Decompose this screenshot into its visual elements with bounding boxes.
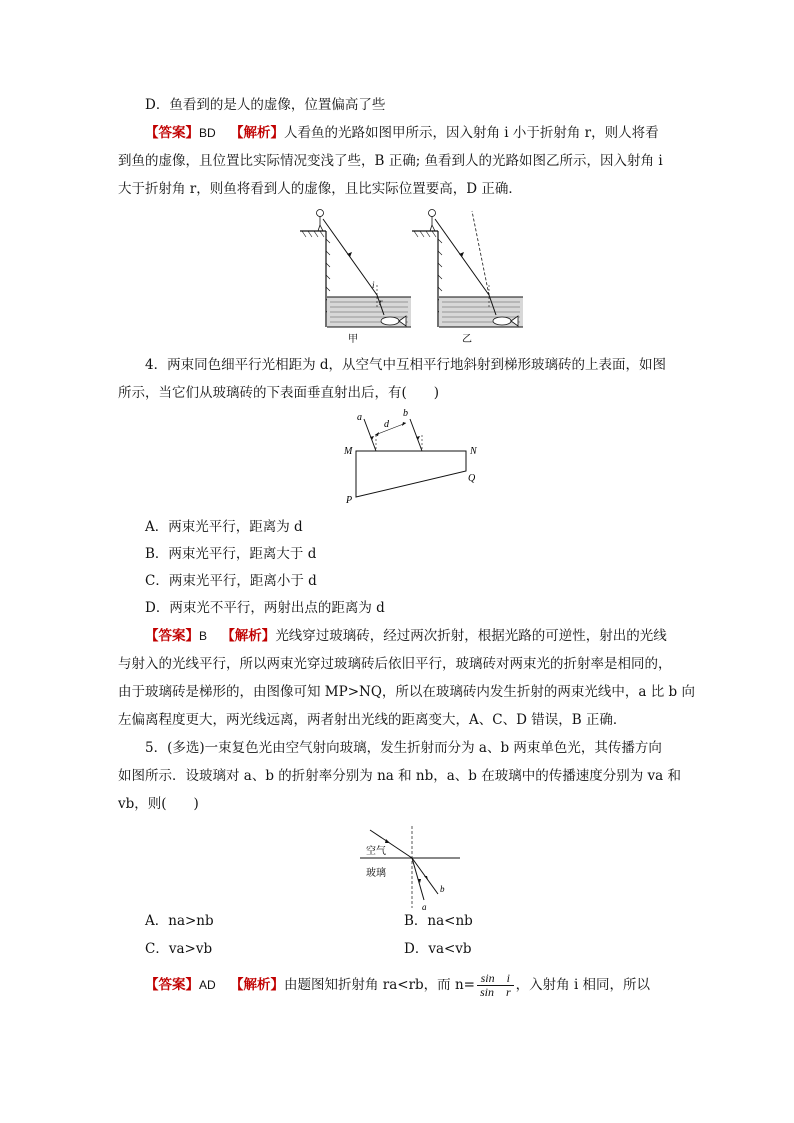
label-b: b: [440, 884, 445, 894]
analysis-text: 人看鱼的光路如图甲所示，因入射角 i 小于折射角 r，则人将看: [283, 125, 659, 141]
q4-answer-line1: [145, 627, 667, 645]
analysis-text: 光线穿过玻璃砖，经过两次折射，根据光路的可逆性，射出的光线: [275, 628, 667, 644]
q4-option-a: A．两束光平行，距离为 d: [145, 519, 303, 535]
label-d: d: [384, 419, 389, 430]
answer-value: BD: [199, 126, 216, 140]
figure-label-left: 甲: [348, 334, 358, 345]
q4-analysis-line2: 与射入的光线平行，所以两束光穿过玻璃砖后依旧平行，玻璃砖对两束光的折射率是相同的，: [118, 656, 672, 672]
q3-analysis-line2: 到鱼的虚像，且位置比实际情况变浅了些，B 正确; 鱼看到人的光路如图乙所示，因入射角 i: [118, 153, 663, 169]
q4-option-b: B．两束光平行，距离大于 d: [145, 546, 317, 562]
sin-fraction: [477, 972, 514, 999]
refraction-figure: [360, 822, 470, 912]
label-P: P: [346, 495, 353, 506]
answer-tag: 【答案】: [145, 125, 199, 141]
q4-analysis-line3: 由于玻璃砖是梯形的，由图像可知 MP>NQ，所以在玻璃砖内发生折射的两束光线中，a 比 b 向: [118, 684, 695, 700]
q5-option-a: A．na>nb: [145, 913, 214, 929]
q3-option-d: D．鱼看到的是人的虚像，位置偏高了些: [145, 97, 386, 113]
analysis-tag: 【解析】: [221, 628, 276, 644]
q5-stem-line1: 5．(多选)一束复色光由空气射向玻璃，发生折射而分为 a、b 两束单色光，其传播方向: [145, 740, 662, 756]
q4-stem-line2: 所示，当它们从玻璃砖的下表面垂直射出后，有( ): [118, 385, 440, 401]
fish-figure: [290, 205, 530, 345]
q5-option-d: D．va<vb: [404, 941, 472, 957]
q3-analysis-line3: 大于折射角 r，则鱼将看到人的虚像，且比实际位置要高，D 正确．: [118, 181, 522, 197]
q4-stem-line1: 4．两束同色细平行光相距为 d，从空气中互相平行地斜射到梯形玻璃砖的上表面，如图: [145, 357, 667, 373]
label-M: M: [344, 446, 353, 457]
figure-left: [300, 210, 411, 346]
answer-value: B: [199, 629, 208, 643]
q5-stem-line3: vb，则( ): [118, 796, 199, 812]
label-a: a: [422, 902, 427, 912]
label-r: r: [379, 297, 383, 307]
q4-option-c: C．两束光平行，距离小于 d: [145, 573, 317, 589]
analysis-tag: 【解析】: [229, 977, 284, 993]
label-b: b: [403, 408, 408, 419]
label-a: a: [357, 412, 362, 423]
person-icon: [429, 210, 436, 232]
q4-option-d: D．两束光不平行，两射出点的距离为 d: [145, 600, 385, 616]
figure-label-right: 乙: [462, 334, 472, 345]
q5-stem-line2: 如图所示．设玻璃对 a、b 的折射率分别为 na 和 nb，a、b 在玻璃中的传播速度分别为 va 和: [118, 768, 681, 784]
label-Q: Q: [468, 473, 476, 484]
q5-option-c: C．va>vb: [145, 941, 213, 957]
analysis-text-2: ，入射角 i 相同，所以: [515, 977, 651, 993]
q4-analysis-line4: 左偏离程度更大，两光线远离，两者射出光线的距离变大，A、C、D 错误，B 正确．: [118, 712, 627, 728]
answer-tag: 【答案】: [145, 628, 199, 644]
analysis-text: 由题图知折射角 ra<rb，而 n=: [283, 977, 475, 993]
person-icon: [317, 210, 324, 232]
q5-option-b: B．na<nb: [404, 913, 473, 929]
analysis-tag: 【解析】: [229, 125, 284, 141]
label-glass: 玻璃: [366, 868, 386, 879]
figure-right: [412, 210, 523, 346]
answer-value: AD: [199, 978, 216, 992]
frac-denominator: sin r: [479, 985, 511, 999]
label-air: 空气: [366, 846, 386, 857]
q3-answer-line1: [145, 124, 659, 142]
trapezoid-figure: [330, 405, 490, 505]
q5-answer-line1: [145, 972, 650, 999]
label-N: N: [470, 446, 477, 457]
label-i: i: [372, 280, 375, 290]
answer-tag: 【答案】: [145, 977, 199, 993]
frac-numerator: sin i: [477, 972, 514, 986]
